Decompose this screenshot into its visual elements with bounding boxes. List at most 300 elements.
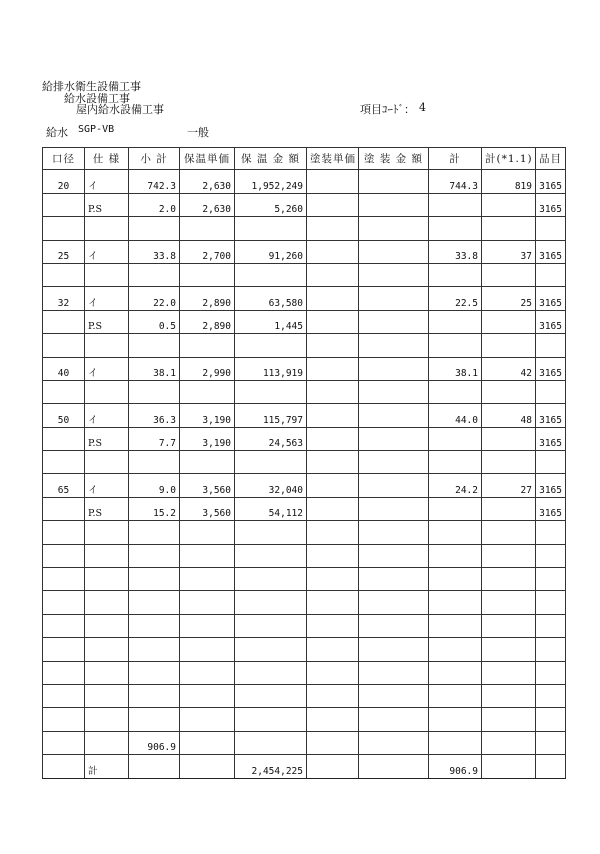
col-spec-cell: イ (85, 170, 129, 193)
category-label: 給水 (46, 126, 68, 139)
table-row (43, 638, 566, 661)
col-total-cell: 24.2 (429, 474, 482, 497)
col-total-x1-1-cell (482, 708, 536, 731)
col-spec-cell (85, 451, 129, 474)
col-bore-cell (43, 334, 85, 357)
col-total-x1-1-cell: 37 (482, 240, 536, 263)
col-item-cell (536, 568, 566, 591)
col-total-cell (429, 451, 482, 474)
col-subtotal-cell (129, 263, 180, 286)
col-bore-cell (43, 521, 85, 544)
col-insul-unit-cell (180, 684, 235, 707)
col-insul-amount-cell: 54,112 (235, 497, 307, 520)
col-insul-unit-cell: 2,890 (180, 287, 235, 310)
col-total-cell: 38.1 (429, 357, 482, 380)
col-subtotal-cell: 15.2 (129, 497, 180, 520)
col-insul-unit-cell (180, 755, 235, 778)
col-subtotal-cell (129, 380, 180, 403)
col-subtotal-cell: 36.3 (129, 404, 180, 427)
col-spec-cell (85, 217, 129, 240)
col-total-x1-1-cell (482, 451, 536, 474)
col-bore-cell (43, 755, 85, 778)
col-item-cell (536, 638, 566, 661)
col-bore-cell (43, 614, 85, 637)
col-insul-unit-cell: 3,190 (180, 404, 235, 427)
col-insul-unit-cell: 3,560 (180, 497, 235, 520)
col-insul-amount-cell: 1,445 (235, 310, 307, 333)
col-paint-amount-cell (359, 357, 429, 380)
col-paint-amount-cell (359, 170, 429, 193)
col-total-cell: 33.8 (429, 240, 482, 263)
col-subtotal-cell: 38.1 (129, 357, 180, 380)
col-total-x1-1-cell (482, 193, 536, 216)
col-bore-cell (43, 544, 85, 567)
col-spec-cell (85, 684, 129, 707)
col-total-cell: 44.0 (429, 404, 482, 427)
grade-label: 一般 (187, 126, 209, 139)
col-spec-cell: 計 (85, 755, 129, 778)
col-spec-cell (85, 263, 129, 286)
col-total-cell (429, 731, 482, 754)
col-subtotal-cell (129, 568, 180, 591)
table-row (43, 263, 566, 286)
col-spec-cell (85, 334, 129, 357)
col-total-cell (429, 380, 482, 403)
col-item-cell (536, 451, 566, 474)
col-total-x1-1-cell: 27 (482, 474, 536, 497)
col-bore-cell (43, 217, 85, 240)
col-subtotal-cell (129, 755, 180, 778)
col-total-x1-1-cell: 42 (482, 357, 536, 380)
col-item-cell (536, 263, 566, 286)
col-bore-cell (43, 310, 85, 333)
col-insul-unit-cell (180, 451, 235, 474)
col-spec-cell (85, 638, 129, 661)
section-title: 給水設備工事 (64, 92, 130, 105)
col-subtotal-cell (129, 661, 180, 684)
col-paint-amount-cell (359, 755, 429, 778)
col-bore-cell: 25 (43, 240, 85, 263)
col-insul-unit-cell (180, 568, 235, 591)
col-paint-unit-cell (307, 614, 359, 637)
col-total-cell (429, 708, 482, 731)
col-item-cell (536, 591, 566, 614)
col-paint-unit-header: 塗装単価 (307, 148, 359, 170)
col-insul-amount-cell (235, 334, 307, 357)
col-total-x1-1-cell (482, 731, 536, 754)
col-subtotal-cell (129, 614, 180, 637)
col-insul-amount-cell (235, 451, 307, 474)
col-paint-amount-cell (359, 217, 429, 240)
col-bore-cell (43, 497, 85, 520)
col-total-cell (429, 497, 482, 520)
col-total-x1-1-cell: 48 (482, 404, 536, 427)
total-row (43, 755, 566, 778)
col-subtotal-cell (129, 591, 180, 614)
col-paint-amount-cell (359, 591, 429, 614)
col-paint-amount-cell (359, 287, 429, 310)
col-item-cell: 3165 (536, 240, 566, 263)
col-spec-cell: イ (85, 474, 129, 497)
col-bore-cell (43, 591, 85, 614)
col-paint-unit-cell (307, 334, 359, 357)
col-total-x1-1-cell (482, 217, 536, 240)
table-row (43, 544, 566, 567)
col-total-cell (429, 193, 482, 216)
table-row (43, 497, 566, 520)
col-item-cell (536, 708, 566, 731)
col-insul-unit-cell (180, 614, 235, 637)
col-insul-amount-cell (235, 521, 307, 544)
col-item-cell (536, 684, 566, 707)
col-paint-unit-cell (307, 170, 359, 193)
col-bore-cell (43, 451, 85, 474)
col-insul-unit-cell (180, 544, 235, 567)
col-total-cell (429, 521, 482, 544)
col-insul-amount-header: 保 温 金 額 (235, 148, 307, 170)
col-item-cell: 3165 (536, 404, 566, 427)
col-total-x1-1-cell (482, 614, 536, 637)
col-spec-cell: P.S (85, 497, 129, 520)
col-paint-unit-cell (307, 404, 359, 427)
col-item-header: 品目 (536, 148, 566, 170)
col-paint-unit-cell (307, 544, 359, 567)
col-paint-amount-cell (359, 684, 429, 707)
col-total-x1-1-cell (482, 661, 536, 684)
col-insul-unit-cell (180, 521, 235, 544)
col-total-x1-1-cell (482, 544, 536, 567)
col-insul-amount-cell (235, 263, 307, 286)
col-paint-unit-cell (307, 263, 359, 286)
col-insul-unit-cell: 2,990 (180, 357, 235, 380)
col-total-cell (429, 217, 482, 240)
col-insul-amount-cell (235, 661, 307, 684)
col-insul-amount-cell: 2,454,225 (235, 755, 307, 778)
col-spec-cell: P.S (85, 310, 129, 333)
table-row (43, 217, 566, 240)
col-insul-amount-cell (235, 380, 307, 403)
col-spec-cell (85, 661, 129, 684)
col-bore-cell: 32 (43, 287, 85, 310)
col-insul-unit-header: 保温単価 (180, 148, 235, 170)
col-item-cell: 3165 (536, 474, 566, 497)
col-insul-amount-cell: 24,563 (235, 427, 307, 450)
col-total-cell (429, 591, 482, 614)
col-subtotal-cell: 33.8 (129, 240, 180, 263)
col-total-cell (429, 684, 482, 707)
col-item-cell (536, 334, 566, 357)
col-paint-unit-cell (307, 661, 359, 684)
col-spec-header: 仕 様 (85, 148, 129, 170)
col-spec-cell (85, 591, 129, 614)
col-total-cell (429, 661, 482, 684)
col-total-x1-1-cell (482, 638, 536, 661)
col-spec-cell (85, 731, 129, 754)
col-total-x1-1-cell (482, 380, 536, 403)
col-spec-cell (85, 544, 129, 567)
col-paint-amount-cell (359, 404, 429, 427)
col-total-x1-1-cell (482, 310, 536, 333)
col-paint-amount-cell (359, 310, 429, 333)
col-total-x1-1-header: 計(*1.1) (482, 148, 536, 170)
col-paint-amount-cell (359, 451, 429, 474)
col-item-cell: 3165 (536, 193, 566, 216)
col-paint-amount-cell (359, 731, 429, 754)
item-code-value: 4 (419, 101, 426, 114)
col-bore-cell (43, 661, 85, 684)
table-row (43, 684, 566, 707)
col-bore-cell: 65 (43, 474, 85, 497)
col-spec-cell (85, 380, 129, 403)
col-insul-unit-cell (180, 708, 235, 731)
col-spec-cell: P.S (85, 427, 129, 450)
col-paint-amount-header: 塗 装 金 額 (359, 148, 429, 170)
col-subtotal-cell (129, 521, 180, 544)
col-total-x1-1-cell: 819 (482, 170, 536, 193)
col-paint-amount-cell (359, 334, 429, 357)
col-total-cell: 22.5 (429, 287, 482, 310)
col-bore-cell (43, 427, 85, 450)
col-insul-unit-cell: 2,630 (180, 193, 235, 216)
col-bore-cell (43, 380, 85, 403)
col-insul-amount-cell (235, 217, 307, 240)
col-paint-unit-cell (307, 497, 359, 520)
col-item-cell: 3165 (536, 427, 566, 450)
col-total-x1-1-cell (482, 591, 536, 614)
col-paint-amount-cell (359, 661, 429, 684)
col-paint-amount-cell (359, 708, 429, 731)
cost-table (42, 147, 566, 779)
pipe-type-label: SGP-VB (78, 124, 115, 135)
col-total-x1-1-cell (482, 684, 536, 707)
col-insul-unit-cell (180, 380, 235, 403)
col-spec-cell (85, 568, 129, 591)
project-title: 給排水衛生設備工事 (42, 80, 141, 93)
col-subtotal-cell: 906.9 (129, 731, 180, 754)
col-subtotal-header: 小 計 (129, 148, 180, 170)
col-bore-cell (43, 684, 85, 707)
col-subtotal-cell (129, 334, 180, 357)
col-total-cell (429, 263, 482, 286)
col-bore-cell (43, 193, 85, 216)
col-total-cell: 744.3 (429, 170, 482, 193)
table-row (43, 357, 566, 380)
table-row (43, 568, 566, 591)
col-insul-amount-cell (235, 614, 307, 637)
col-paint-amount-cell (359, 614, 429, 637)
table-row (43, 170, 566, 193)
col-bore-cell: 20 (43, 170, 85, 193)
col-paint-unit-cell (307, 638, 359, 661)
col-subtotal-cell: 7.7 (129, 427, 180, 450)
col-paint-unit-cell (307, 357, 359, 380)
col-total-x1-1-cell: 25 (482, 287, 536, 310)
col-insul-amount-cell: 91,260 (235, 240, 307, 263)
col-total-x1-1-cell (482, 521, 536, 544)
col-paint-unit-cell (307, 193, 359, 216)
col-insul-unit-cell: 2,890 (180, 310, 235, 333)
col-paint-amount-cell (359, 427, 429, 450)
col-insul-unit-cell (180, 731, 235, 754)
col-insul-unit-cell (180, 591, 235, 614)
col-subtotal-cell: 742.3 (129, 170, 180, 193)
col-paint-amount-cell (359, 474, 429, 497)
col-spec-cell (85, 708, 129, 731)
col-paint-unit-cell (307, 731, 359, 754)
table-row (43, 193, 566, 216)
table-row (43, 310, 566, 333)
col-item-cell (536, 661, 566, 684)
col-insul-amount-cell (235, 731, 307, 754)
table-row (43, 708, 566, 731)
col-item-cell: 3165 (536, 170, 566, 193)
col-paint-unit-cell (307, 287, 359, 310)
col-item-cell (536, 380, 566, 403)
col-insul-amount-cell (235, 638, 307, 661)
col-insul-amount-cell: 5,260 (235, 193, 307, 216)
col-insul-amount-cell: 1,952,249 (235, 170, 307, 193)
col-item-cell: 3165 (536, 310, 566, 333)
col-paint-unit-cell (307, 451, 359, 474)
item-code-label: 項目ｺｰﾄﾞ： (360, 103, 415, 116)
col-bore-cell (43, 568, 85, 591)
col-insul-unit-cell (180, 334, 235, 357)
col-subtotal-cell: 22.0 (129, 287, 180, 310)
col-subtotal-cell: 0.5 (129, 310, 180, 333)
table-row (43, 474, 566, 497)
col-item-cell: 3165 (536, 497, 566, 520)
table-row (43, 731, 566, 754)
col-insul-unit-cell (180, 661, 235, 684)
col-total-cell: 906.9 (429, 755, 482, 778)
col-total-x1-1-cell (482, 497, 536, 520)
col-subtotal-cell (129, 451, 180, 474)
col-spec-cell: イ (85, 404, 129, 427)
col-total-x1-1-cell (482, 334, 536, 357)
col-insul-unit-cell (180, 263, 235, 286)
col-paint-amount-cell (359, 638, 429, 661)
col-insul-amount-cell (235, 568, 307, 591)
table-row (43, 451, 566, 474)
col-paint-amount-cell (359, 521, 429, 544)
col-insul-amount-cell: 63,580 (235, 287, 307, 310)
col-item-cell: 3165 (536, 357, 566, 380)
col-insul-amount-cell: 113,919 (235, 357, 307, 380)
col-bore-cell (43, 263, 85, 286)
table-row (43, 240, 566, 263)
col-paint-amount-cell (359, 544, 429, 567)
table-row (43, 287, 566, 310)
col-bore-cell (43, 731, 85, 754)
col-insul-unit-cell: 3,190 (180, 427, 235, 450)
col-paint-unit-cell (307, 568, 359, 591)
col-spec-cell: P.S (85, 193, 129, 216)
col-paint-unit-cell (307, 684, 359, 707)
col-item-cell (536, 521, 566, 544)
subsection-title: 屋内給水設備工事 (76, 103, 164, 116)
col-spec-cell: イ (85, 240, 129, 263)
table-row (43, 334, 566, 357)
col-paint-unit-cell (307, 591, 359, 614)
col-insul-unit-cell: 2,700 (180, 240, 235, 263)
col-paint-amount-cell (359, 193, 429, 216)
col-spec-cell: イ (85, 357, 129, 380)
col-paint-unit-cell (307, 708, 359, 731)
col-bore-cell (43, 638, 85, 661)
col-total-cell (429, 544, 482, 567)
table-row (43, 427, 566, 450)
col-total-x1-1-cell (482, 568, 536, 591)
col-total-cell (429, 334, 482, 357)
col-total-cell (429, 638, 482, 661)
col-total-cell (429, 310, 482, 333)
table-row (43, 591, 566, 614)
col-insul-amount-cell (235, 544, 307, 567)
col-subtotal-cell (129, 708, 180, 731)
col-insul-amount-cell (235, 591, 307, 614)
table-row (43, 521, 566, 544)
col-total-x1-1-cell (482, 263, 536, 286)
col-paint-unit-cell (307, 217, 359, 240)
col-item-cell (536, 544, 566, 567)
col-paint-unit-cell (307, 380, 359, 403)
col-bore-cell: 50 (43, 404, 85, 427)
col-paint-unit-cell (307, 240, 359, 263)
col-paint-amount-cell (359, 263, 429, 286)
col-spec-cell (85, 521, 129, 544)
col-item-cell (536, 755, 566, 778)
col-paint-amount-cell (359, 497, 429, 520)
col-insul-unit-cell (180, 217, 235, 240)
col-total-cell (429, 427, 482, 450)
col-paint-unit-cell (307, 474, 359, 497)
col-insul-amount-cell (235, 708, 307, 731)
col-bore-cell: 40 (43, 357, 85, 380)
col-insul-amount-cell (235, 684, 307, 707)
col-subtotal-cell: 9.0 (129, 474, 180, 497)
col-insul-unit-cell (180, 638, 235, 661)
col-paint-amount-cell (359, 380, 429, 403)
col-insul-unit-cell: 2,630 (180, 170, 235, 193)
col-total-header: 計 (429, 148, 482, 170)
col-paint-unit-cell (307, 427, 359, 450)
col-paint-unit-cell (307, 310, 359, 333)
col-subtotal-cell (129, 544, 180, 567)
col-bore-cell (43, 708, 85, 731)
table-row (43, 404, 566, 427)
col-paint-unit-cell (307, 521, 359, 544)
table-row (43, 661, 566, 684)
col-subtotal-cell (129, 638, 180, 661)
col-paint-amount-cell (359, 568, 429, 591)
col-item-cell (536, 731, 566, 754)
col-spec-cell: イ (85, 287, 129, 310)
col-insul-amount-cell: 32,040 (235, 474, 307, 497)
col-item-cell (536, 217, 566, 240)
col-subtotal-cell (129, 684, 180, 707)
col-total-cell (429, 568, 482, 591)
col-subtotal-cell (129, 217, 180, 240)
col-total-x1-1-cell (482, 427, 536, 450)
col-subtotal-cell: 2.0 (129, 193, 180, 216)
col-item-cell (536, 614, 566, 637)
col-paint-amount-cell (359, 240, 429, 263)
table-row (43, 380, 566, 403)
col-total-x1-1-cell (482, 755, 536, 778)
table-row (43, 614, 566, 637)
table-header-row (43, 148, 566, 170)
col-paint-unit-cell (307, 755, 359, 778)
